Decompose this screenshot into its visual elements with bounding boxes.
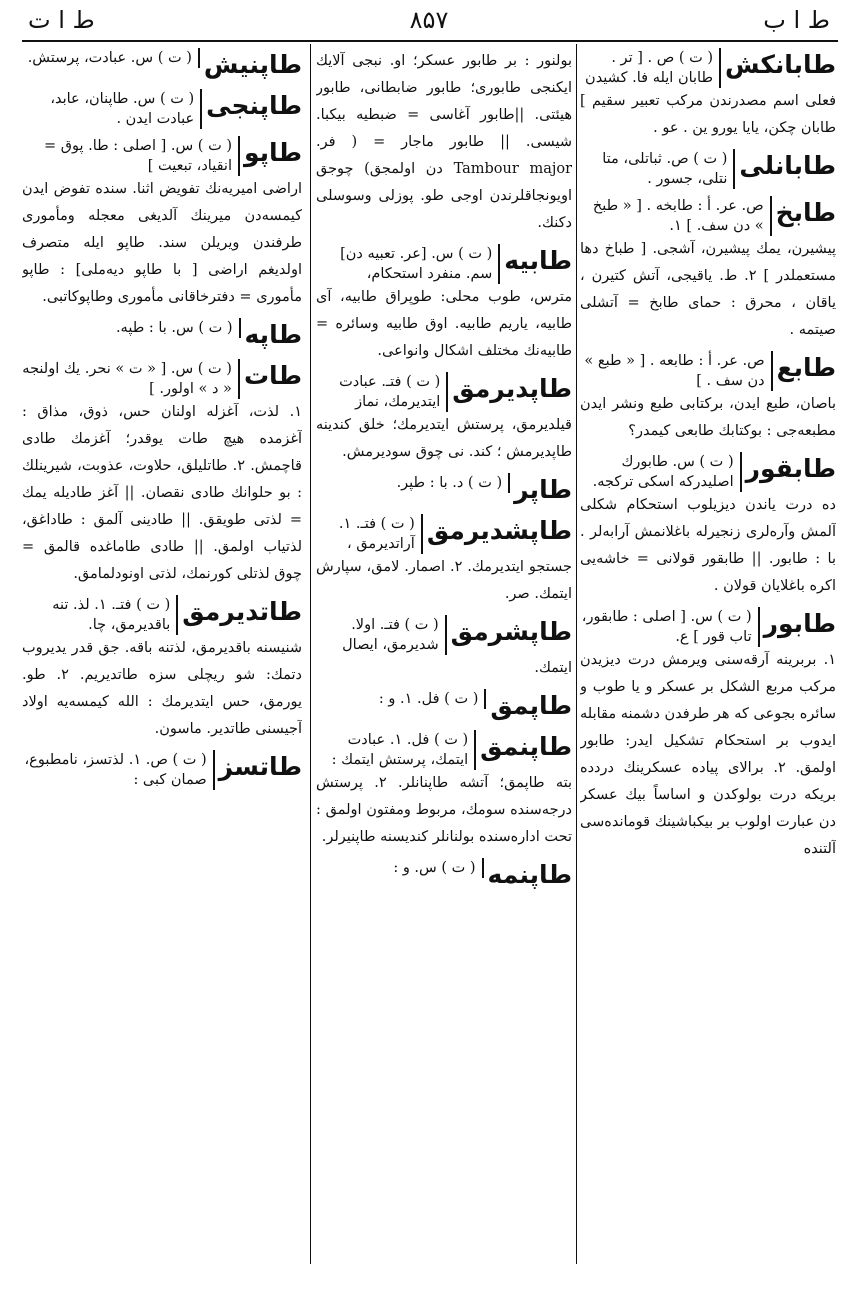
dictionary-entry — [22, 89, 302, 129]
headword: طاپدیرمق — [452, 374, 572, 403]
grammar-note: ( ت ) س. [ « ت » نحر. یك اولنجه « د » اولور. ] — [22, 359, 240, 399]
definition: ۱. لذت، آغزله اولنان حس، ذوق، مذاق : آغزمده هیچ طات یوقدر؛ آغزمك طادی قاچمش. ۲. طاتلیلق، حلاوت، عذوبت، شیرینلك : بو حلوانك طادی نقصان. || آغز طادیله یمك = لذتی طویقق. || طادینی آلمق : طاداغق، لذتیاب اولمق. || طادی طاماغده قالمق = چوق لذتلی کورنمك، لذتی اونودلمامق. — [22, 404, 302, 582]
running-head-left: ط ا ت — [28, 6, 95, 34]
definition: بته طاپمق؛ آتشه طاپنانلر. ۲. پرستش درجه‌سنده سومك، مربوط ومفتون اولمق : تحت اداره‌سنده بولنانلر کندیسنه طاپنیرلر. — [316, 775, 572, 845]
headword: طاپنیش — [203, 50, 302, 79]
entry-head — [22, 89, 302, 129]
grammar-note: ( ت ) س. [ اصلی : طابقور، تاب قور ] ع. — [580, 607, 760, 647]
column-right — [580, 48, 836, 1288]
headword: طابخ — [775, 198, 836, 227]
headword: طاتسز — [218, 752, 302, 781]
headword: طابقور — [745, 454, 836, 483]
definition: جستجو ایتدیرمك. ۲. اصمار. لامق، سپارش ایتمك. صر. — [316, 559, 572, 602]
dictionary-entry — [316, 372, 572, 466]
dictionary-entry — [316, 730, 572, 851]
headword: طاپنمق — [480, 732, 572, 761]
grammar-note: ( ت ) س. [ اصلی : طا. پوق = انقیاد، تبعیت ] — [22, 136, 240, 176]
dictionary-entry — [580, 196, 836, 344]
headword: طاپمق — [490, 691, 572, 720]
dictionary-entry — [580, 607, 836, 863]
grammar-note: ( ت ) س. [عر. تعبیه دن] سم. منفرد استحکام، — [316, 244, 500, 284]
dictionary-entry — [580, 452, 836, 600]
grammar-note: ( ت ) س. طاپنان، عابد، عبادت ایدن . — [22, 89, 202, 129]
grammar-note: ( ت ) فل. ۱. و : — [316, 689, 486, 709]
entry-head — [316, 372, 572, 412]
dictionary-entry — [22, 595, 302, 743]
dictionary-entry — [580, 149, 836, 189]
entry-head — [580, 149, 836, 189]
definition: فعلی اسم مصدرندن مرکب تعبیر سقیم ] طابان چکن، یایا یورو ین . عو . — [580, 93, 836, 136]
page-number: ۸۵۷ — [409, 6, 449, 34]
entry-head — [580, 196, 836, 236]
dictionary-entry — [580, 351, 836, 445]
dictionary-entry — [316, 473, 572, 507]
headword: طاپو — [244, 138, 302, 167]
dictionary-entry — [316, 244, 572, 365]
grammar-note: ص. عر. أ : طابخه . [ « طبخ » دن سف. ] ۱. — [580, 196, 772, 236]
headword: طابانلی — [739, 151, 836, 180]
headword: طاپه — [244, 320, 302, 349]
definition: ایتمك. — [534, 660, 572, 676]
entry-head — [316, 473, 572, 507]
entry-head — [22, 318, 302, 352]
headword: طابع — [776, 353, 836, 382]
entry-head — [580, 452, 836, 492]
definition: قیلدیرمق، پرستش ایتدیرمك؛ خلق کندینه طاپدیرمش ؛ کند. نی چوق سودیرمش. — [316, 417, 572, 460]
headword: طاپر — [514, 475, 572, 504]
entry-head — [316, 730, 572, 770]
column-divider — [310, 44, 311, 1264]
definition: اراضی امیریه‌نك تفویض اثنا. سنده تفوض ایدن کیمسه‌دن میرینك آلدیغی معجله ومأموری طرفندن ویریلن سند. طاپو ایله متصرف اولدیغم اراضی [ با طاپو دیه‌ملی] : طاپو مأموری = دفترخاقانی مأموری وطاپوکاتبی. — [22, 181, 302, 305]
dictionary-entry — [580, 48, 836, 142]
grammar-note: ( ت ) س. با : طپه. — [22, 318, 241, 338]
headword: طات — [243, 361, 302, 390]
grammar-note: ( ت ) ص. ثباتلی، متا نتلی، جسور . — [580, 149, 735, 189]
entry-head — [22, 359, 302, 399]
page-header — [20, 4, 838, 34]
grammar-note: ( ت ) س. و : — [316, 858, 484, 878]
entry-head — [580, 351, 836, 391]
definition: مترس، طوب محلی: طوپراق طابیه، آی طابیه، یاریم طابیه. اوق طابیه وسائره = طابیه‌نك مختلف اشکال وانواعی. — [316, 289, 572, 359]
column-left — [22, 48, 302, 1288]
dictionary-entry — [316, 514, 572, 608]
grammar-note: ص. عر. أ : طابعه . [ « طبع » دن سف . ] — [580, 351, 773, 391]
dictionary-entry — [316, 615, 572, 682]
entry-head — [316, 689, 572, 723]
dictionary-entry — [22, 136, 302, 311]
grammar-note: ( ت ) فتـ. عبادت ایتدیرمك، نماز — [316, 372, 448, 412]
headword: طاپشدیرمق — [426, 516, 572, 545]
dictionary-entry — [316, 689, 572, 723]
definition: ۱. بربرینه آرقه‌سنی ویرمش درت دیزیدن مرکب مربع الشکل بر عسکر و یا طوب و سائره بجوعی که هر طرفدن دشمنه مقابله ایدوب بر استحکام تشکیل ایدر: طابور اولمق. ۲. برالای پیاده عسکرینك دردده بریکه درت بولوکدن و اساساً بیك عسکر دن عبارت اولوب بر بیکباشینك قومانده‌سی آلتنده — [580, 652, 836, 857]
grammar-note: ( ت ) فتـ. ۱. لذ. تنه باقدیرمق، چا. — [22, 595, 178, 635]
header-rule — [22, 40, 838, 42]
headword: طاپنجی — [206, 91, 302, 120]
headword: طابانکش — [725, 50, 836, 79]
definition: بولنور : بر طابور عسکر؛ او. نبجی آلایك ایکنجی طابوری؛ طابور ضابطانی، طابور هیئتی. ||طابور آغاسی = ضبطیه بیکبا. شیسی. || طابور ماجار = ( فر. Tambour major دن اولمجق) چوجق اویونجاقلرندن اوجی طو. پوزلی وسوسلی دکنك. — [316, 53, 572, 231]
headword: طاپنمه — [487, 860, 572, 889]
entry-head — [316, 514, 572, 554]
entry-head — [22, 48, 302, 82]
headword: طابیه — [504, 246, 572, 275]
grammar-note: ( ت ) فتـ. ۱. آراتدیرمق ، — [316, 514, 423, 554]
grammar-note: ( ت ) فل. ۱. عبادت ایتمك، پرستش ایتمك : — [316, 730, 476, 770]
dictionary-entry — [22, 750, 302, 790]
grammar-note: ( ت ) د. با : طپر. — [316, 473, 510, 493]
grammar-note: ( ت ) س. عبادت، پرستش. — [22, 48, 200, 68]
definition: شنیسنه باقدیرمق، لذتنه باقه. جق قدر یدیروب دتمك: شو ریچلی سزه طاتدیریم. ۲. طو. یورمق، حس ایتدیرمك : الله کیمسه‌یه اولاد آجیسنی طاتدیر. ماسون. — [22, 640, 302, 737]
headword: طاپشرمق — [450, 617, 572, 646]
entry-head — [316, 615, 572, 655]
entry-head — [22, 750, 302, 790]
definition: باصان، طبع ایدن، برکتابی طبع ونشر ایدن مطبعه‌جی : بوکتابك طابعی کیمدر؟ — [580, 396, 836, 439]
entry-head — [316, 858, 572, 892]
entry-head — [22, 595, 302, 635]
entry-head — [580, 607, 836, 647]
dictionary-entry — [316, 48, 572, 237]
running-head-right: ط ا ب — [763, 6, 830, 34]
definition: ده درت یاندن دیزیلوب استحکام شکلی آلمش وآره‌لری زنجیرله باغلانمش آرابه‌لر . با : طابور. || طابقور قولانی = خاشه‌یی اکره باغلایان قولان . — [580, 497, 836, 594]
column-divider — [576, 44, 577, 1264]
dictionary-entry — [22, 48, 302, 82]
grammar-note: ( ت ) س. طابورك اصلیدرکه اسکی ترکجه. — [580, 452, 742, 492]
dictionary-entry — [22, 359, 302, 588]
entry-head — [22, 136, 302, 176]
dictionary-entry — [316, 858, 572, 892]
grammar-note: ( ت ) فتـ. اولا. شدیرمق، ایصال — [316, 615, 447, 655]
entry-head — [316, 244, 572, 284]
entry-head — [580, 48, 836, 88]
headword: طاتدیرمق — [182, 597, 302, 626]
grammar-note: ( ت ) ص. ۱. لذتسز، نامطبوع، صمان کبی : — [22, 750, 215, 790]
column-middle — [316, 48, 572, 1288]
dictionary-entry — [22, 318, 302, 352]
headword: طابور — [763, 609, 836, 638]
definition: پیشیرن، یمك پیشیرن، آشجی. [ طباخ دها مستعملدر ] ۲. ط. یاقیجی، آتش کتیرن ، یاقان ، محرق : حمای طابخ = آتشلی صیتمه . — [580, 241, 836, 338]
grammar-note: ( ت ) ص . [ تر . طابان ایله فا. کشیدن — [580, 48, 721, 88]
